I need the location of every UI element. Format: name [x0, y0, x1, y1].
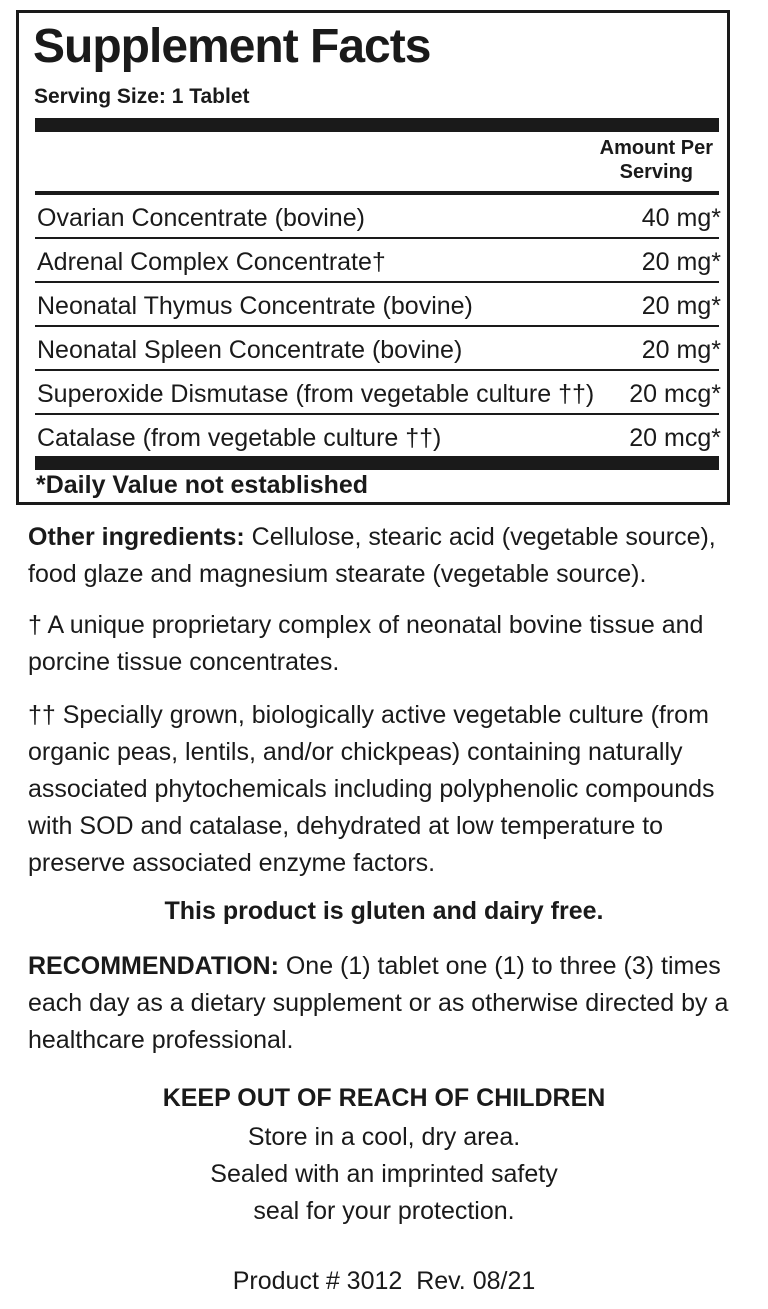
ingredient-row [35, 195, 719, 239]
dagger-note: † A unique proprietary complex of neonatal bovine tissue and porcine tissue concentrates. [28, 611, 704, 676]
double-dagger-note: †† Specially grown, biologically active vegetable culture (from organic peas, lentils, and/or chickpeas) containing naturally associated phytochemicals including polyphenolic compounds with SOD and catalase, dehydrated at low temperature to preserve associated enzyme factors. [28, 701, 715, 877]
recommendation-label: RECOMMENDATION: [28, 952, 279, 980]
recommendation-text: One (1) tablet one (1) to three (3) times each day as a dietary supplement or as otherwise directed by a healthcare professional. [28, 952, 729, 1054]
sealed-notice-line-2: seal for your protection. [253, 1197, 515, 1225]
recommendation [28, 948, 748, 1059]
amount-header-line-1: Amount Per [599, 137, 713, 159]
facts-title: Supplement Facts [33, 20, 431, 73]
other-ingredients-text: Cellulose, stearic acid (vegetable source), food glaze and magnesium stearate (vegetable source). [28, 523, 716, 588]
other-ingredients [28, 519, 748, 593]
ingredient-name: Neonatal Spleen Concentrate (bovine) [37, 336, 463, 364]
ingredient-name: Adrenal Complex Concentrate† [37, 248, 386, 276]
ingredient-name: Catalase (from vegetable culture ††) [37, 424, 442, 452]
serving-size: Serving Size: 1 Tablet [34, 85, 250, 108]
storage-instruction: Store in a cool, dry area. [247, 1123, 521, 1151]
other-ingredients-label: Other ingredients: [28, 523, 245, 551]
keep-out-warning: KEEP OUT OF REACH OF CHILDREN [162, 1084, 606, 1112]
product-number: Product # 3012 Rev. 08/21 [232, 1267, 536, 1295]
top-thick-rule [35, 118, 719, 132]
ingredient-amount: 20 mcg* [629, 380, 721, 408]
ingredient-name: Superoxide Dismutase (from vegetable culture ††) [37, 380, 595, 408]
sealed-notice-line-1: Sealed with an imprinted safety [210, 1160, 558, 1188]
supplement-facts-panel [16, 10, 730, 505]
ingredient-amount: 20 mg* [641, 292, 721, 320]
ingredient-row [35, 283, 719, 327]
ingredient-name: Ovarian Concentrate (bovine) [37, 204, 365, 232]
ingredient-amount: 20 mg* [641, 248, 721, 276]
ingredient-table [35, 195, 719, 459]
bottom-thick-rule [35, 456, 719, 470]
ingredient-row [35, 327, 719, 371]
ingredient-name: Neonatal Thymus Concentrate (bovine) [37, 292, 473, 320]
daily-value-note: *Daily Value not established [36, 471, 369, 499]
ingredient-amount: 40 mg* [641, 204, 721, 232]
ingredient-amount: 20 mg* [641, 336, 721, 364]
amount-per-serving-header [600, 136, 713, 184]
ingredient-row [35, 239, 719, 283]
ingredient-row [35, 415, 719, 459]
ingredient-row [35, 371, 719, 415]
amount-header-line-2: Serving [619, 161, 693, 183]
gluten-free-statement: This product is gluten and dairy free. [164, 897, 604, 925]
ingredient-amount: 20 mcg* [629, 424, 721, 452]
